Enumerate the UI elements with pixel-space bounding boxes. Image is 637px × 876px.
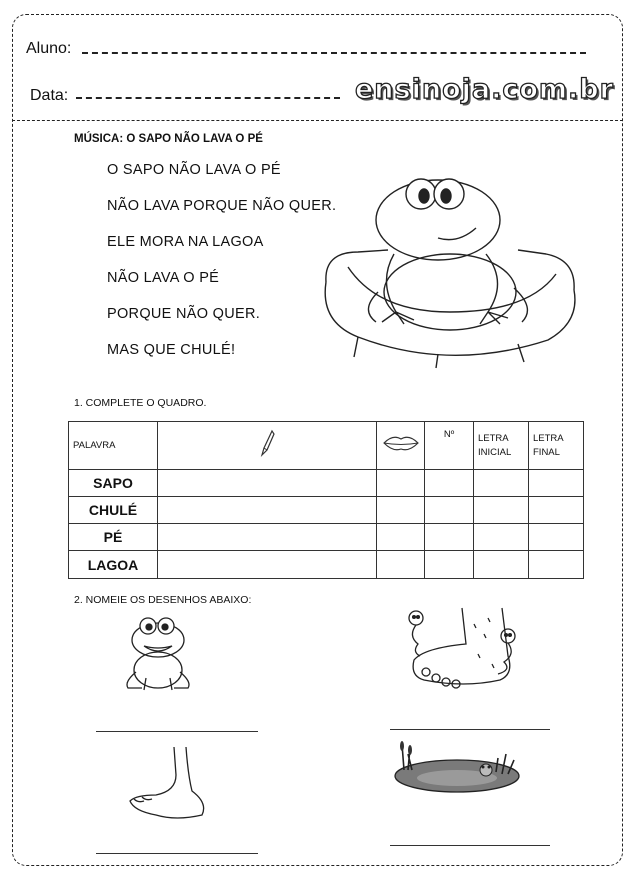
answer-cell[interactable] [529,497,584,524]
site-logo: ensinoja.com.br [355,74,614,105]
answer-cell[interactable] [377,497,425,524]
pencil-icon [260,430,274,456]
col-header-number: Nº [425,422,474,470]
col-header-last-letter-line1: LETRA [533,432,564,444]
col-header-reading [377,422,425,470]
answer-cell[interactable] [474,551,529,579]
answer-cell[interactable] [158,551,377,579]
table-row-word: LAGOA [69,551,158,579]
col-header-last-letter [529,422,584,470]
col-header-first-letter-line1: LETRA [478,432,509,444]
verse-line: ELE MORA NA LAGOA [107,234,264,250]
frog-on-lilypad-illustration [318,172,582,372]
table-row-word: CHULÉ [69,497,158,524]
answer-cell[interactable] [377,470,425,497]
answer-cell[interactable] [529,551,584,579]
answer-cell[interactable] [529,470,584,497]
smelly-foot-drawing [404,604,528,692]
lips-icon [383,434,419,452]
student-name-line[interactable] [82,52,586,54]
foot-drawing [126,745,212,823]
answer-cell[interactable] [529,524,584,551]
answer-cell[interactable] [158,497,377,524]
verse-line: NÃO LAVA O PÉ [107,270,220,286]
exercise-2-instruction: 2. NOMEIE OS DESENHOS ABAIXO: [74,594,252,606]
answer-line[interactable] [390,845,550,846]
exercise-1-instruction: 1. COMPLETE O QUADRO. [74,397,207,409]
col-header-first-letter-line2: INICIAL [478,446,512,458]
table-row-word: SAPO [69,470,158,497]
col-header-writing [158,422,377,470]
answer-line[interactable] [96,853,258,854]
answer-cell[interactable] [377,524,425,551]
answer-cell[interactable] [474,524,529,551]
verse-line: PORQUE NÃO QUER. [107,306,261,322]
col-header-first-letter [474,422,529,470]
answer-cell[interactable] [425,470,474,497]
answer-cell[interactable] [425,524,474,551]
frog-drawing [118,612,198,694]
pond-drawing [390,740,524,796]
col-header-word: PALAVRA [69,422,158,470]
date-line[interactable] [76,97,340,99]
answer-cell[interactable] [425,551,474,579]
answer-cell[interactable] [377,551,425,579]
answer-cell[interactable] [158,470,377,497]
answer-cell[interactable] [474,470,529,497]
date-label: Data: [30,87,69,104]
answer-cell[interactable] [425,497,474,524]
word-table [68,421,584,579]
answer-cell[interactable] [158,524,377,551]
table-row-word: PÉ [69,524,158,551]
song-title: MÚSICA: O SAPO NÃO LAVA O PÉ [74,133,263,145]
col-header-last-letter-line2: FINAL [533,446,560,458]
verse-line: O SAPO NÃO LAVA O PÉ [107,162,281,178]
answer-line[interactable] [390,729,550,730]
answer-line[interactable] [96,731,258,732]
student-label: Aluno: [26,40,72,57]
verse-line: MAS QUE CHULÉ! [107,342,236,358]
verse-line: NÃO LAVA PORQUE NÃO QUER. [107,198,337,214]
header-separator [12,120,623,121]
answer-cell[interactable] [474,497,529,524]
